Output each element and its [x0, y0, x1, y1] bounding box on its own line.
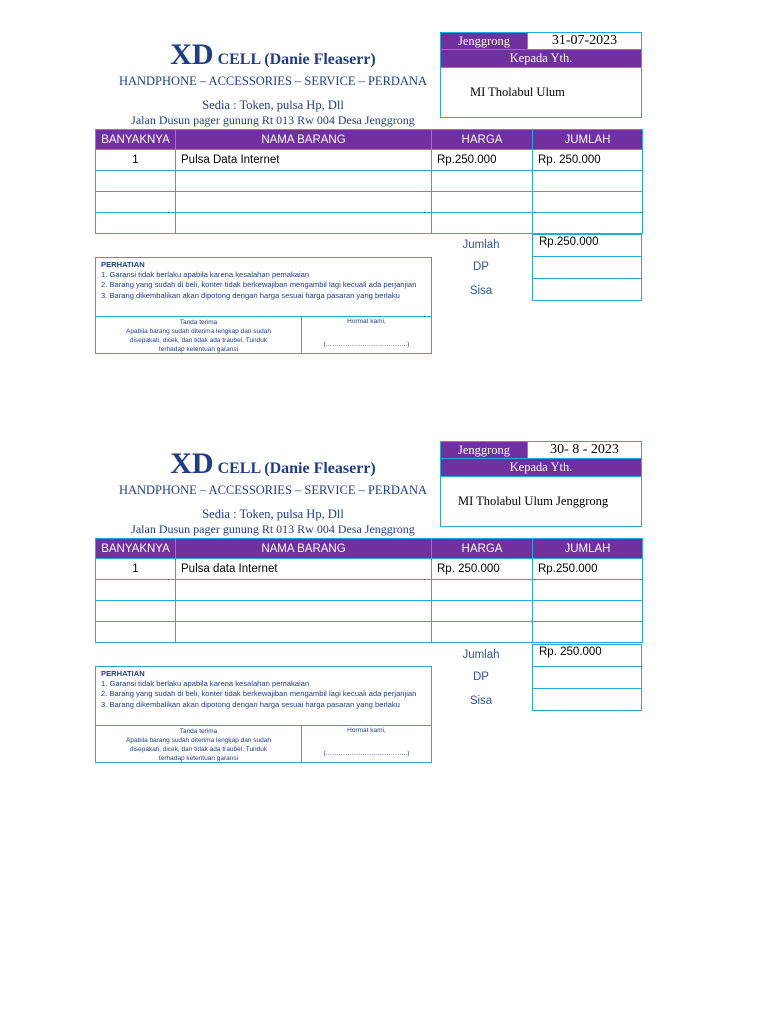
col-header-price: HARGA [432, 539, 533, 559]
col-header-total: JUMLAH [533, 130, 643, 150]
regards-label: Hormat kami, [347, 727, 386, 734]
received-title: Tanda terima [179, 728, 218, 735]
store-address: Jalan Dusun pager gunung Rt 013 Rw 004 Desa Jenggrong [131, 113, 415, 127]
kepada-label: Kepada Yth. [440, 458, 642, 477]
notice-item: 1. Garansi tidak berlaku apabila karena kesalahan pemakaian [101, 679, 310, 689]
signature-line: (………………………………..) [323, 750, 410, 757]
received-text: Apabila barang sudah diterima lengkap dan sudah disepakati, dicek, dan tidak ada traubel. Tunduk terhadap ketentuan garansi [126, 328, 271, 353]
store-logo: XD [170, 38, 214, 71]
regards-block [302, 317, 431, 354]
item-qty: 1 [96, 150, 176, 171]
col-header-total: JUMLAH [533, 539, 643, 559]
kepada-label: Kepada Yth. [440, 49, 642, 68]
regards-block [302, 726, 431, 763]
items-table [95, 129, 643, 234]
recipient-name: MI Tholabul Ulum [470, 85, 565, 99]
item-name: Pulsa data Internet [176, 559, 432, 580]
table-header-row [96, 130, 643, 150]
notice-item: 2. Barang yang sudah di beli, konter tidak berkewajiban mengambil lagi kecuali ada perjanjian [101, 280, 417, 290]
items-table [95, 538, 643, 643]
recipient-name: MI Tholabul Ulum Jenggrong [458, 494, 609, 508]
receipt-date: 30- 8 - 2023 [527, 441, 642, 459]
received-block [96, 317, 302, 354]
sisa-value [532, 278, 642, 301]
regards-label: Hormat kami, [347, 318, 386, 325]
table-row [96, 171, 643, 192]
store-offer: Sedia : Token, pulsa Hp, Dll [202, 507, 344, 521]
notice-item: 3. Barang dikembalikan akan dipotong dengan harga sesuai harga pasaran yang berlaku [101, 290, 400, 300]
notice-item: 2. Barang yang sudah di beli, konter tidak berkewajiban mengambil lagi kecuali ada perjanjian [101, 689, 417, 699]
jumlah-value: Rp. 250.000 [532, 644, 642, 667]
dp-label: DP [473, 261, 489, 273]
store-title [95, 447, 451, 481]
notice-box [95, 666, 432, 763]
received-title: Tanda terima [179, 319, 218, 326]
store-name: CELL (Danie Fleaserr) [217, 51, 376, 68]
sisa-label: Sisa [469, 285, 493, 297]
dp-value [532, 256, 642, 279]
jumlah-label: Jumlah [462, 239, 500, 251]
table-row [96, 150, 643, 171]
store-address: Jalan Dusun pager gunung Rt 013 Rw 004 Desa Jenggrong [131, 522, 415, 536]
store-offer: Sedia : Token, pulsa Hp, Dll [202, 98, 344, 112]
table-row [96, 580, 643, 601]
item-total: Rp. 250.000 [533, 150, 643, 171]
item-price: Rp.250.000 [432, 150, 533, 171]
item-name: Pulsa Data Internet [176, 150, 432, 171]
sisa-value [532, 688, 642, 711]
notice-item: 1. Garansi tidak berlaku apabila karena kesalahan pemakaian [101, 270, 310, 280]
table-row [96, 622, 643, 643]
jumlah-label: Jumlah [462, 649, 500, 661]
col-header-qty: BANYAKNYA [96, 539, 176, 559]
notice-title: PERHATIAN [101, 669, 145, 678]
received-text: Apabila barang sudah diterima lengkap dan sudah disepakati, dicek, dan tidak ada traubel. Tunduk terhadap ketentuan garansi [126, 737, 271, 762]
col-header-name: NAMA BARANG [176, 130, 432, 150]
item-qty: 1 [96, 559, 176, 580]
table-row [96, 559, 643, 580]
signature-area [96, 725, 431, 763]
signature-line: (………………………………..) [323, 341, 410, 348]
item-total: Rp.250.000 [533, 559, 643, 580]
jumlah-value: Rp.250.000 [532, 234, 642, 257]
receipt-2 [0, 441, 768, 781]
table-row [96, 601, 643, 622]
receipt-1 [0, 32, 768, 372]
col-header-qty: BANYAKNYA [96, 130, 176, 150]
store-name: CELL (Danie Fleaserr) [217, 460, 376, 477]
recipient-box [440, 67, 642, 118]
sisa-label: Sisa [469, 695, 493, 707]
col-header-name: NAMA BARANG [176, 539, 432, 559]
signature-area [96, 316, 431, 354]
store-categories: HANDPHONE – ACCESSORIES – SERVICE – PERDANA [118, 74, 428, 88]
location-label: Jenggrong [440, 32, 528, 50]
recipient-box [440, 476, 642, 527]
dp-label: DP [473, 671, 489, 683]
col-header-price: HARGA [432, 130, 533, 150]
notice-title: PERHATIAN [101, 260, 145, 269]
store-title [95, 38, 451, 72]
store-logo: XD [170, 447, 214, 480]
receipt-date: 31-07-2023 [527, 32, 642, 50]
item-price: Rp. 250.000 [432, 559, 533, 580]
notice-item: 3. Barang dikembalikan akan dipotong dengan harga sesuai harga pasaran yang berlaku [101, 699, 400, 709]
table-row [96, 192, 643, 213]
dp-value [532, 666, 642, 689]
location-label: Jenggrong [440, 441, 528, 459]
table-header-row [96, 539, 643, 559]
received-block [96, 726, 302, 763]
table-row [96, 213, 643, 234]
notice-box [95, 257, 432, 354]
store-categories: HANDPHONE – ACCESSORIES – SERVICE – PERDANA [118, 483, 428, 497]
